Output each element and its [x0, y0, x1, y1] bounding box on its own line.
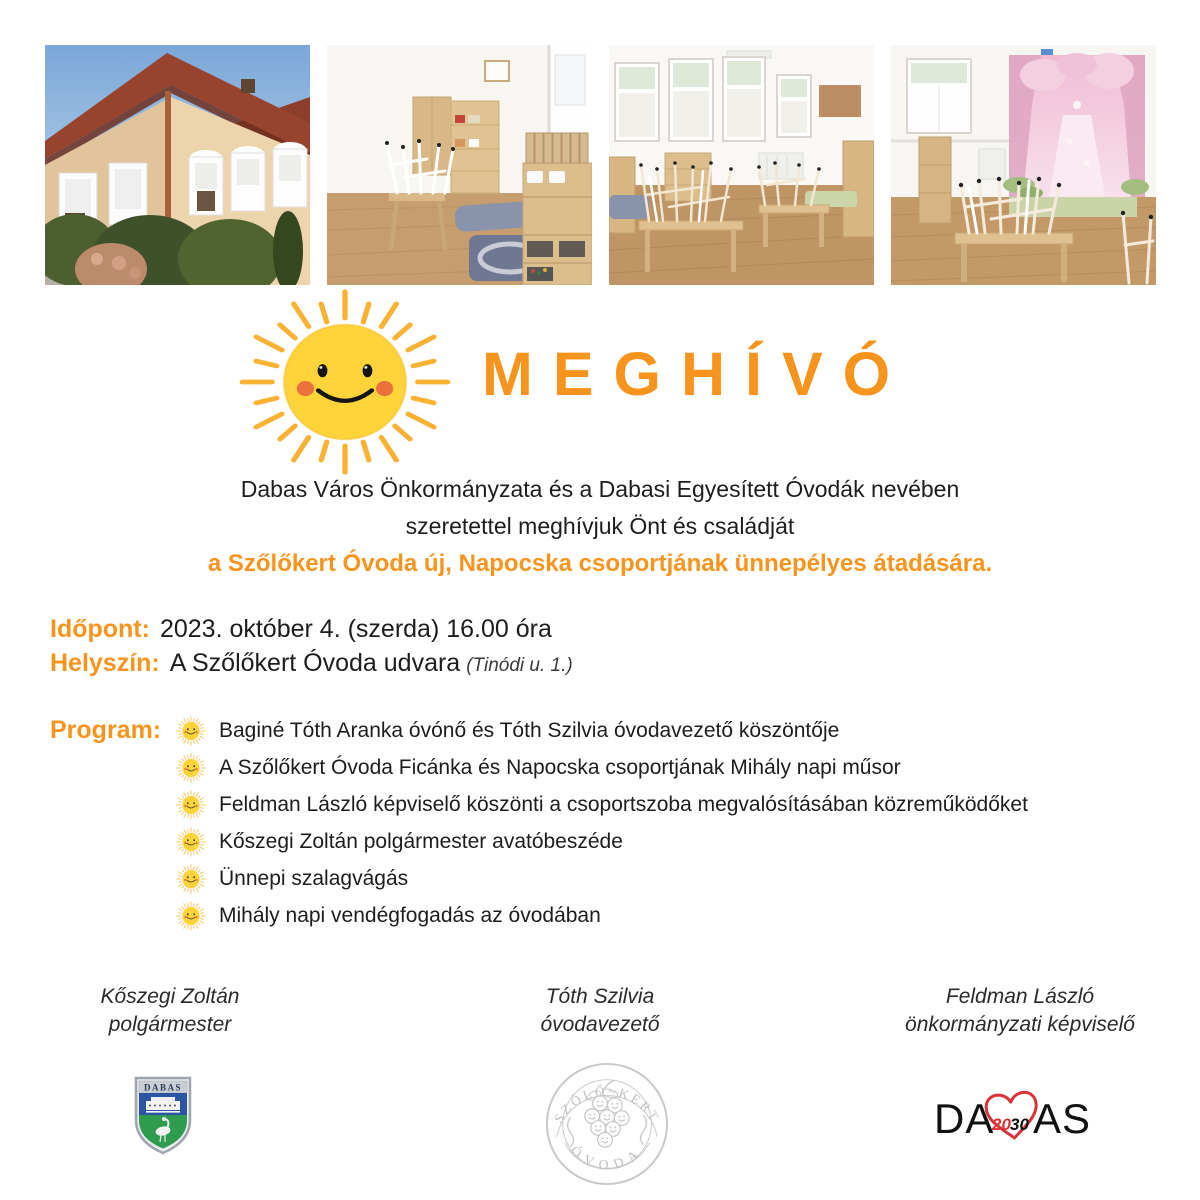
intro-line-1: Dabas Város Önkormányzata és a Dabasi Egyesített Óvodák nevében [240, 476, 960, 502]
page-title: MEGHÍVÓ [482, 340, 911, 408]
photo-classroom-mural [891, 45, 1156, 285]
location-note: (Tinódi u. 1.) [466, 655, 573, 676]
program-item-text: Kőszegi Zoltán polgármester avatóbeszéde [219, 829, 623, 853]
dabas-coat-of-arms-logo [132, 1074, 194, 1158]
program-item-text: Feldman László képviselő köszönti a csoportszoba megvalósításában közreműködőket [219, 792, 1028, 816]
date-label: Időpont: [50, 615, 150, 643]
location-label: Helyszín: [50, 649, 160, 677]
date-row [50, 612, 573, 646]
sun-icon [238, 288, 452, 476]
photo-building-exterior [45, 45, 310, 285]
signature-role: polgármester [108, 1013, 232, 1036]
szolokert-ovoda-stamp-logo [543, 1060, 671, 1188]
signature-kindergarten-head [470, 983, 730, 1039]
signature-role: óvodavezető [540, 1013, 660, 1036]
dabas2030-right-text: AS [1033, 1095, 1092, 1142]
sun-bullet-icon [176, 790, 206, 820]
signature-mayor [55, 983, 285, 1039]
location-value: A Szőlőkert Óvoda udvara [169, 649, 461, 677]
program-item [176, 823, 1028, 860]
program-item-text: Baginé Tóth Aranka óvónő és Tóth Szilvia óvodavezető köszöntője [219, 718, 840, 742]
dabas-2030-logo [930, 1086, 1090, 1148]
program-item [176, 897, 1028, 934]
signature-name: Tóth Szilvia [545, 985, 655, 1008]
sun-bullet-icon [176, 864, 206, 894]
program-item [176, 786, 1028, 823]
program-item-text: Mihály napi vendégfogadás az óvodában [219, 903, 601, 927]
sun-bullet-icon [176, 716, 206, 746]
signature-representative [860, 983, 1180, 1039]
date-value: 2023. október 4. (szerda) 16.00 óra [159, 615, 552, 643]
sun-bullet-icon [176, 827, 206, 857]
sun-bullet-icon [176, 753, 206, 783]
classroom-windows-image [609, 45, 874, 285]
sun-bullet-icon [176, 901, 206, 931]
program-label: Program: [50, 716, 162, 744]
event-details [50, 612, 573, 683]
location-row [50, 646, 573, 683]
program-item-text: A Szőlőkert Óvoda Ficánka és Napocska csoportjának Mihály napi műsor [219, 755, 901, 779]
coat-of-arms-text: DABAS [143, 1082, 183, 1093]
program-list [176, 712, 1028, 934]
dabas2030-year-red: 20 [992, 1115, 1011, 1134]
signature-name: Feldman László [945, 985, 1095, 1008]
signature-role: önkormányzati képviselő [905, 1013, 1135, 1036]
stamp-top-text: SZŐLŐ~KERT [550, 1083, 664, 1126]
program-item-text: Ünnepi szalagvágás [219, 866, 409, 890]
dabas2030-left-text: DA [934, 1095, 995, 1142]
stamp-bottom-text: ÓVODA [567, 1142, 647, 1172]
classroom-mural-image [891, 45, 1156, 285]
dabas2030-year-black: 30 [1010, 1115, 1029, 1134]
classroom-shelves-image [327, 45, 592, 285]
photo-classroom-windows [609, 45, 874, 285]
photo-strip [45, 45, 1156, 285]
intro-line-3: a Szőlőkert Óvoda új, Napocska csoportjának ünnepélyes átadására. [207, 550, 993, 577]
program-item [176, 712, 1028, 749]
intro-line-2: szeretettel meghívjuk Önt és családját [405, 513, 795, 539]
building-exterior-image [45, 45, 310, 285]
photo-classroom-shelves [327, 45, 592, 285]
program-item [176, 860, 1028, 897]
program-item [176, 749, 1028, 786]
intro-block [0, 471, 1200, 582]
signature-name: Kőszegi Zoltán [100, 985, 240, 1008]
